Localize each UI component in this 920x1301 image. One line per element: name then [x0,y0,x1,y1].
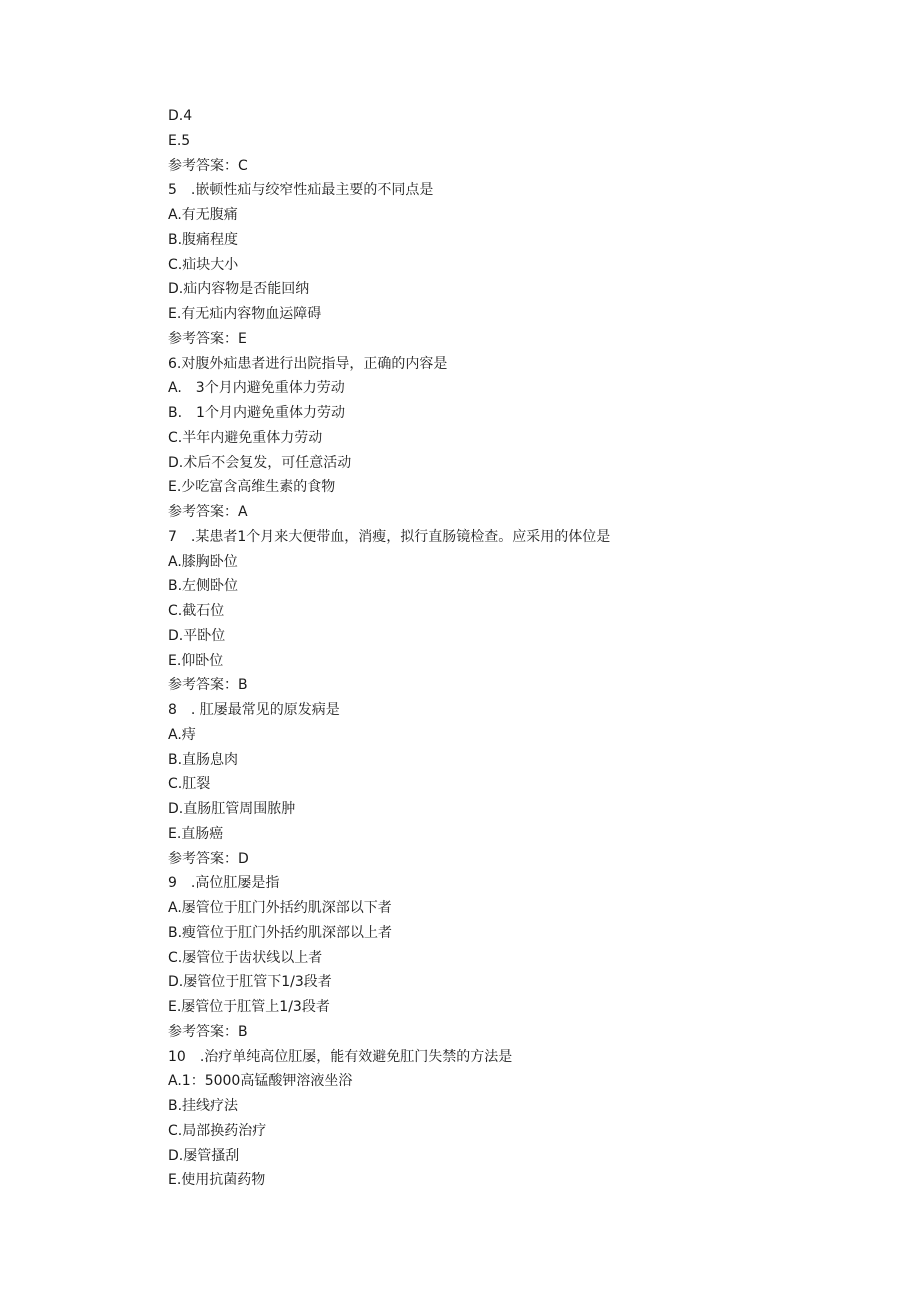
text-line: B.挂线疗法 [168,1098,239,1114]
text-line: C.疝块大小 [168,256,239,273]
text-line: B.左侧卧位 [168,578,239,595]
text-line: 参考答案：B [168,677,248,694]
text-line: A.有无腹痛 [168,207,238,223]
text-line: 参考答案：B [168,1023,248,1040]
text-line: E.使用抗菌药物 [168,1172,266,1189]
text-line: 7 .某患者1个月来大便带血，消瘦，拟行直肠镜检查。应采用的体位是 [168,528,611,545]
text-line: E.仰卧位 [168,652,224,669]
text-line: 8 . 肛屡最常见的原发病是 [168,702,340,718]
text-line: 6.对腹外疝患者进行出院指导，正确的内容是 [168,355,448,372]
text-line: 9 .高位肛屡是指 [168,875,280,892]
text-line: B.瘦管位于肛门外括约肌深部以上者 [168,924,393,941]
text-line: E.屡管位于肛管上1/3段者 [168,999,330,1015]
text-line: C.局部换药治疗 [168,1122,267,1139]
text-line: D.4 [168,108,193,124]
text-line: A.膝胸卧位 [168,553,238,570]
text-line: E.少吃富含高维生素的食物 [168,479,336,496]
text-line: E.直肠癌 [168,825,224,842]
text-line: C.肛裂 [168,776,211,793]
text-line: B. 1个月内避免重体力劳动 [168,405,345,421]
text-line: D.疝内容物是否能回纳 [168,281,310,298]
text-line: D.平卧位 [168,627,226,644]
text-line: B.直肠息肉 [168,751,239,768]
text-line: 5 .嵌顿性疝与绞窄性疝最主要的不同点是 [168,182,434,199]
text-line: A.屡管位于肛门外括约肌深部以下者 [168,900,392,916]
text-line: E.5 [168,132,191,149]
text-line: B.腹痛程度 [168,231,239,248]
text-line: A. 3个月内避免重体力劳动 [168,380,345,397]
text-line: A.1：5000高锰酸钾溶液坐浴 [168,1073,353,1090]
text-line: 10 .治疗单纯高位肛屡，能有效避免肛门失禁的方法是 [168,1048,513,1065]
text-line: 参考答案：C [168,157,248,174]
text-line: C.截石位 [168,603,225,619]
document-page [168,104,868,1193]
text-line: A.痔 [168,726,196,743]
text-line: C.屡管位于齿状线以上者 [168,949,323,966]
text-line: D.直肠肛管周围脓肿 [168,801,296,817]
text-line: D.屡管位于肛管下1/3段者 [168,974,332,991]
text-line: C.半年内避免重体力劳动 [168,429,323,446]
text-line: E.有无疝内容物血运障碍 [168,306,322,322]
text-line: D.术后不会复发，可任意活动 [168,454,352,471]
text-line: 参考答案：D [168,850,249,867]
text-line: 参考答案：A [168,504,248,520]
text-line: 参考答案：E [168,330,247,347]
text-line: D.屡管搔刮 [168,1147,240,1164]
